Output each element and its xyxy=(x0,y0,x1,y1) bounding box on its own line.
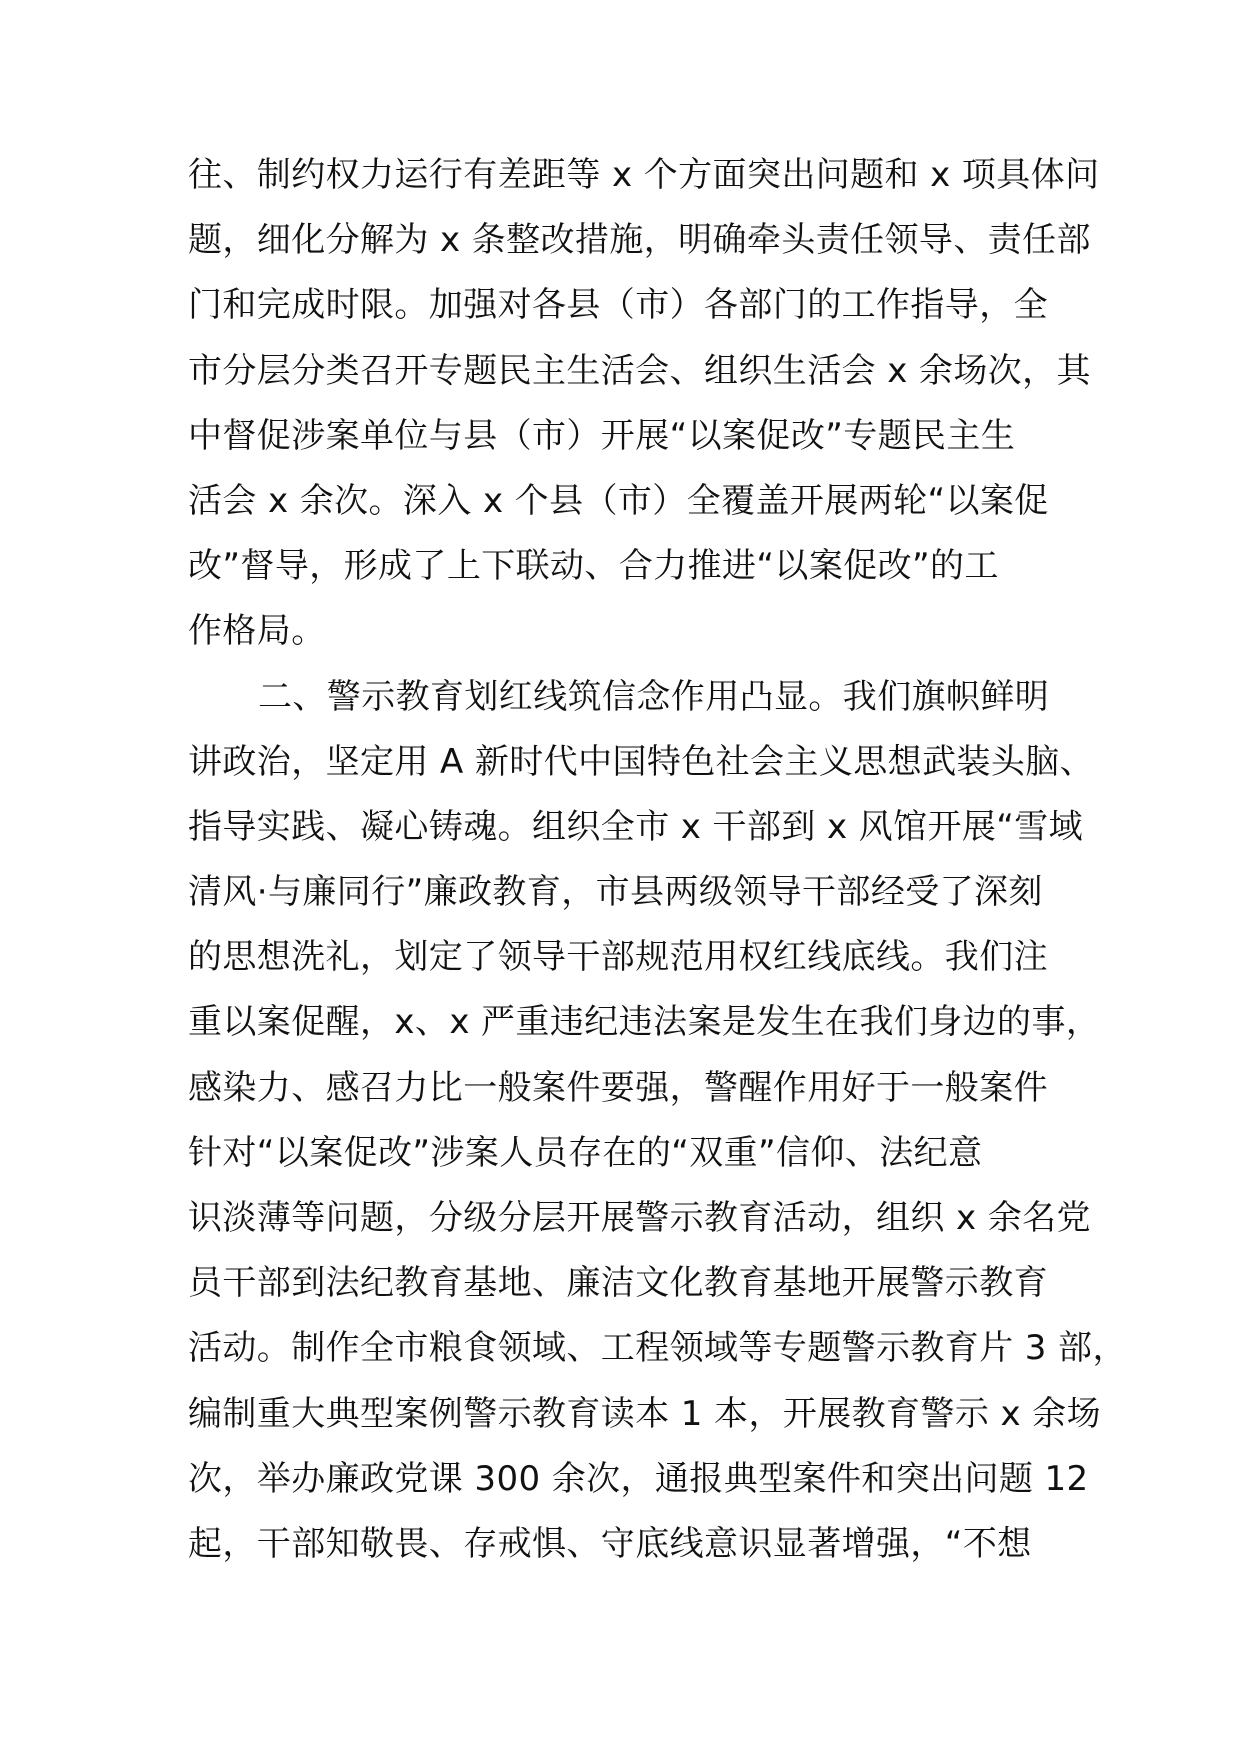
document-body xyxy=(188,143,1127,1577)
paragraph-line: 讲政治，坚定用 A 新时代中国特色社会主义思想武装头脑、 xyxy=(188,741,1095,782)
paragraph-line: 指导实践、凝心铸魂。组织全市 x 干部到 x 风馆开展“雪域 xyxy=(188,806,1084,847)
paragraph-line: 门和完成时限。加强对各县（市）各部门的工作指导，全 xyxy=(188,285,1048,326)
paragraph-line: 起，干部知敬畏、存戒惧、守底线意识显著增强，“不想 xyxy=(188,1523,1032,1564)
paragraph-line: 的思想洗礼，划定了领导干部规范用权红线底线。我们注 xyxy=(188,937,1048,978)
paragraph-line: 往、制约权力运行有差距等 x 个方面突出问题和 x 项具体问 xyxy=(188,155,1100,195)
paragraph-line: 员干部到法纪教育基地、廉洁文化教育基地开展警示教育 xyxy=(188,1263,1048,1304)
paragraph-line: 次，举办廉政党课 300 余次，通报典型案件和突出问题 12 xyxy=(188,1458,1089,1499)
paragraph-line: 中督促涉案单位与县（市）开展“以案促改”专题民主生 xyxy=(188,415,1016,456)
paragraph-line: 感染力、感召力比一般案件要强，警醒作用好于一般案件 xyxy=(188,1067,1048,1108)
paragraph-line: 改”督导，形成了上下联动、合力推进“以案促改”的工 xyxy=(188,546,999,587)
paragraph-line: 作格局。 xyxy=(188,611,326,652)
paragraph-line: 清风·与廉同行”廉政教育，市县两级领导干部经受了深刻 xyxy=(188,872,1043,913)
paragraph-line: 针对“以案促改”涉案人员存在的“双重”信仰、法纪意 xyxy=(188,1132,983,1173)
paragraph-line-indented: 二、警示教育划红线筑信念作用凸显。我们旗帜鲜明 xyxy=(258,676,1050,717)
paragraph-line: 识淡薄等问题，分级分层开展警示教育活动，组织 x 余名党 xyxy=(188,1198,1091,1238)
paragraph-line: 活会 x 余次。深入 x 个县（市）全覆盖开展两轮“以案促 xyxy=(188,480,1049,521)
paragraph-line: 活动。制作全市粮食领域、工程领域等专题警示教育片 3 部， xyxy=(188,1328,1127,1369)
paragraph-line: 题，细化分解为 x 条整改措施，明确牵头责任领导、责任部 xyxy=(188,220,1091,261)
paragraph-line: 市分层分类召开专题民主生活会、组织生活会 x 余场次，其 xyxy=(188,350,1091,391)
paragraph-2 xyxy=(188,665,1127,1578)
paragraph-line: 编制重大典型案例警示教育读本 1 本，开展教育警示 x 余场 xyxy=(188,1393,1101,1434)
paragraph-line: 重以案促醒，x、x 严重违纪违法案是发生在我们身边的事， xyxy=(188,1002,1101,1043)
paragraph-1 xyxy=(188,143,1100,665)
